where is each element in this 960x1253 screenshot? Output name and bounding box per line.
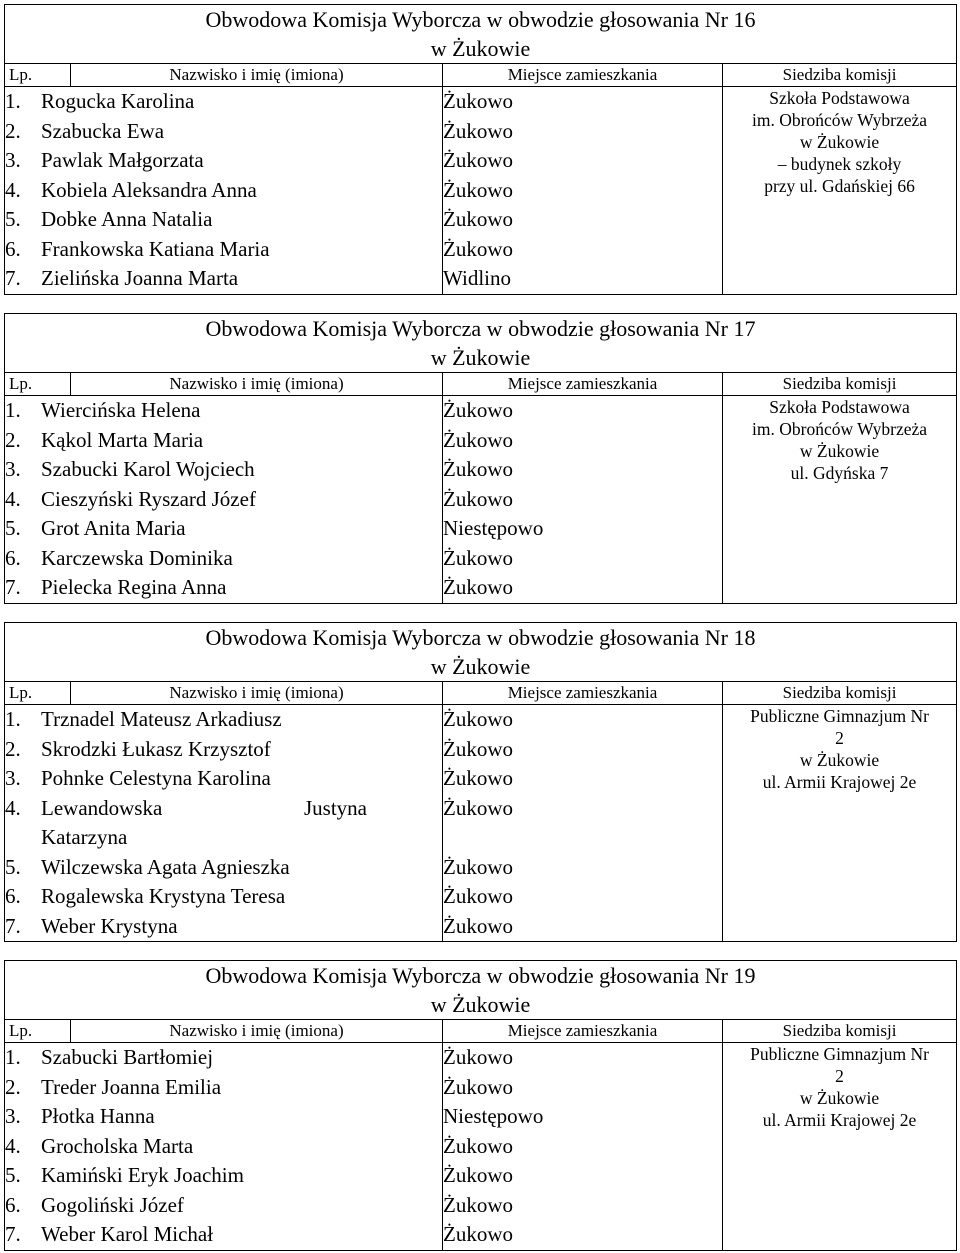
committee-title: Obwodowa Komisja Wyborcza w obwodzie głosowania Nr 17 w Żukowie [5, 314, 957, 373]
member-names [5, 87, 443, 295]
list-item: 4. Kobiela Aleksandra Anna [5, 177, 257, 202]
header-name: Nazwisko i imię (imiona) [71, 682, 443, 705]
member-residences: Żukowo Żukowo Niestępowo Żukowo Żukowo Żukowo Żukowo [443, 1043, 723, 1251]
header-row [5, 1020, 957, 1043]
member-names [5, 705, 443, 942]
header-seat: Siedziba komisji [723, 1020, 957, 1043]
members-row [5, 396, 957, 604]
list-item: 1. Szabucki Bartłomiej [5, 1045, 214, 1069]
list-item: 6. Karczewska Dominika [5, 545, 233, 570]
header-row [5, 373, 957, 396]
list-item: 3. Szabucki Karol Wojciech [5, 457, 255, 481]
list-item: 6. Frankowska Katiana Maria [5, 236, 270, 261]
committee-seat: Szkoła Podstawowa im. Obrońców Wybrzeża w Żukowie – budynek szkoły przy ul. Gdańskiej 66 [723, 87, 957, 295]
header-name: Nazwisko i imię (imiona) [71, 64, 443, 87]
header-row [5, 64, 957, 87]
list-item: 2. Skrodzki Łukasz Krzysztof [5, 736, 271, 761]
committee-title: Obwodowa Komisja Wyborcza w obwodzie głosowania Nr 18 w Żukowie [5, 623, 957, 682]
list-item: 7. Zielińska Joanna Marta [5, 266, 239, 290]
list-item: 3. Pohnke Celestyna Karolina [5, 766, 271, 790]
header-lp: Lp. [5, 64, 71, 87]
committee-18 [4, 622, 956, 942]
header-residence: Miejsce zamieszkania [443, 682, 723, 705]
list-item: 4. Cieszyński Ryszard Józef [5, 486, 256, 511]
header-seat: Siedziba komisji [723, 64, 957, 87]
committee-table [4, 622, 957, 942]
header-residence: Miejsce zamieszkania [443, 64, 723, 87]
committee-title: Obwodowa Komisja Wyborcza w obwodzie głosowania Nr 19 w Żukowie [5, 961, 957, 1020]
committee-seat: Szkoła Podstawowa im. Obrońców Wybrzeża w Żukowie ul. Gdyńska 7 [723, 396, 957, 604]
list-item: 3. Płotka Hanna [5, 1104, 155, 1128]
list-item: 2. Treder Joanna Emilia [5, 1074, 222, 1099]
list-item: 4. Grocholska Marta [5, 1133, 194, 1158]
list-item: 4. Lewandowska Justyna Katarzyna [5, 795, 367, 849]
list-item: 2. Kąkol Marta Maria [5, 427, 204, 452]
header-seat: Siedziba komisji [723, 682, 957, 705]
header-seat: Siedziba komisji [723, 373, 957, 396]
list-item: 5. Dobke Anna Natalia [5, 207, 213, 231]
header-lp: Lp. [5, 373, 71, 396]
members-row [5, 705, 957, 942]
list-item: 1. Wiercińska Helena [5, 398, 201, 422]
header-lp: Lp. [5, 1020, 71, 1043]
committee-seat: Publiczne Gimnazjum Nr 2 w Żukowie ul. Armii Krajowej 2e [723, 1043, 957, 1251]
members-row [5, 87, 957, 295]
list-item: 6. Gogoliński Józef [5, 1192, 184, 1217]
member-residences: Żukowo Żukowo Żukowo Żukowo Żukowo Żukowo Widlino [443, 87, 723, 295]
list-item: 1. Trznadel Mateusz Arkadiusz [5, 707, 282, 731]
list-item: 3. Pawlak Małgorzata [5, 148, 204, 172]
committee-seat: Publiczne Gimnazjum Nr 2 w Żukowie ul. Armii Krajowej 2e [723, 705, 957, 942]
list-item: 2. Szabucka Ewa [5, 118, 165, 143]
header-residence: Miejsce zamieszkania [443, 1020, 723, 1043]
list-item: 6. Rogalewska Krystyna Teresa [5, 884, 286, 908]
header-name: Nazwisko i imię (imiona) [71, 373, 443, 396]
member-residences: Żukowo Żukowo Żukowo Żukowo Niestępowo Żukowo Żukowo [443, 396, 723, 604]
list-item: 7. Weber Krystyna [5, 913, 178, 938]
header-residence: Miejsce zamieszkania [443, 373, 723, 396]
committee-table [4, 313, 957, 604]
header-row [5, 682, 957, 705]
committee-table [4, 960, 957, 1251]
list-item: 5. Kamiński Eryk Joachim [5, 1163, 244, 1187]
committee-title: Obwodowa Komisja Wyborcza w obwodzie głosowania Nr 16 w Żukowie [5, 5, 957, 64]
committee-17 [4, 313, 956, 604]
member-residences: Żukowo Żukowo Żukowo Żukowo Żukowo Żukowo Żukowo [443, 705, 723, 942]
header-lp: Lp. [5, 682, 71, 705]
list-item: 5. Wilczewska Agata Agnieszka [5, 854, 290, 879]
list-item: 7. Pielecka Regina Anna [5, 575, 227, 599]
committee-16 [4, 4, 956, 295]
member-names [5, 1043, 443, 1251]
list-item: 7. Weber Karol Michał [5, 1222, 214, 1246]
list-item: 5. Grot Anita Maria [5, 516, 186, 540]
committee-19 [4, 960, 956, 1251]
list-item: 1. Rogucka Karolina [5, 89, 195, 113]
members-row [5, 1043, 957, 1251]
header-name: Nazwisko i imię (imiona) [71, 1020, 443, 1043]
committee-table [4, 4, 957, 295]
member-names [5, 396, 443, 604]
